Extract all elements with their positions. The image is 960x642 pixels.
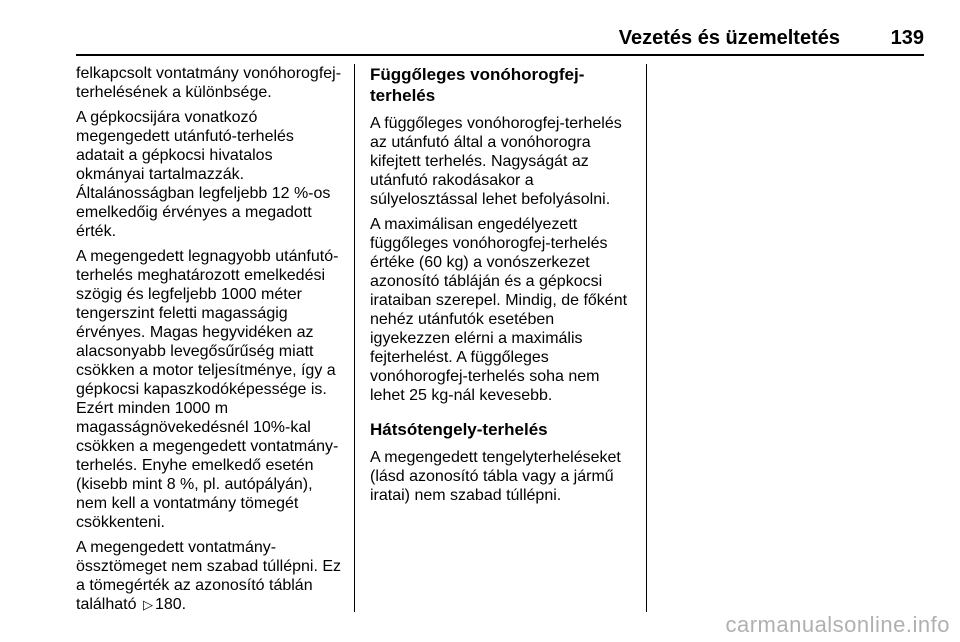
- page-reference-link[interactable]: 180.: [154, 596, 187, 613]
- page-reference-icon: ▷: [142, 597, 153, 612]
- chapter-title: Vezetés és üzemeltetés: [618, 27, 840, 49]
- left-column: [76, 64, 344, 620]
- middle-column: [370, 64, 636, 511]
- paragraph-with-reference: [76, 538, 344, 614]
- paragraph-text: A megengedett vontatmány-össztömeget nem szabad túllépni. Ez a tömegérték az azonosító táblán található: [76, 539, 342, 613]
- section-heading: Függőleges vonóhorogfej-terhelés: [370, 65, 585, 105]
- paragraph: A megengedett legnagyobb utánfutó-terhelés meghatározott emelkedési szögig és legfeljebb 1000 méter tengerszint feletti magasságig érvényes. Magas hegyvidéken az alacsonyabb levegősűrűség miatt csökken a motor teljesítménye, így a gépkocsi kapaszkodóképessége is. Ezért minden 1000 m magasságnövekedésnél 10%-kal csökken a megengedett vontatmány-terhelés. Enyhe emelkedő esetén (kisebb mint 8 %, pl. autópályán), nem kell a vontatmány tömegét csökkenteni.: [76, 248, 339, 531]
- paragraph: A maximálisan engedélyezett függőleges vonóhorogfej-terhelés értéke (60 kg) a vonószerkezet azonosító tábláján és a gépkocsi irataiban szerepel. Mindig, de főként nehéz utánfutók esetében igyekezzen elérni a maximális fejterhelést. A függőleges vonóhorogfej-terhelés soha nem lehet 25 kg-nál kevesebb.: [370, 216, 628, 404]
- column-divider: [646, 64, 647, 612]
- watermark: carmanualsonline.info: [725, 612, 950, 637]
- paragraph: A függőleges vonóhorogfej-terhelés az utánfutó által a vonóhorogra kifejtett terhelés. Nagyságát az utánfutó rakodásakor a súlyelosztással lehet befolyásolni.: [370, 115, 622, 208]
- paragraph: A gépkocsijára vonatkozó megengedett utánfutó-terhelés adatait a gépkocsi hivatalos okmányai tartalmazzák. Általánosságban legfeljebb 12 %-os emelkedőig érvényes a megadott érték.: [76, 109, 331, 240]
- column-divider: [354, 64, 355, 612]
- page-header: [76, 22, 924, 54]
- paragraph: A megengedett tengelyterheléseket (lásd azonosító tábla vagy a jármű iratai) nem szabad túllépni.: [370, 449, 621, 504]
- section-heading: Hátsótengely-terhelés: [370, 420, 548, 439]
- header-rule: [76, 54, 924, 56]
- page-number: 139: [890, 27, 924, 49]
- paragraph: felkapcsolt vontatmány vonóhorogfej-terhelésének a különbsége.: [76, 65, 342, 101]
